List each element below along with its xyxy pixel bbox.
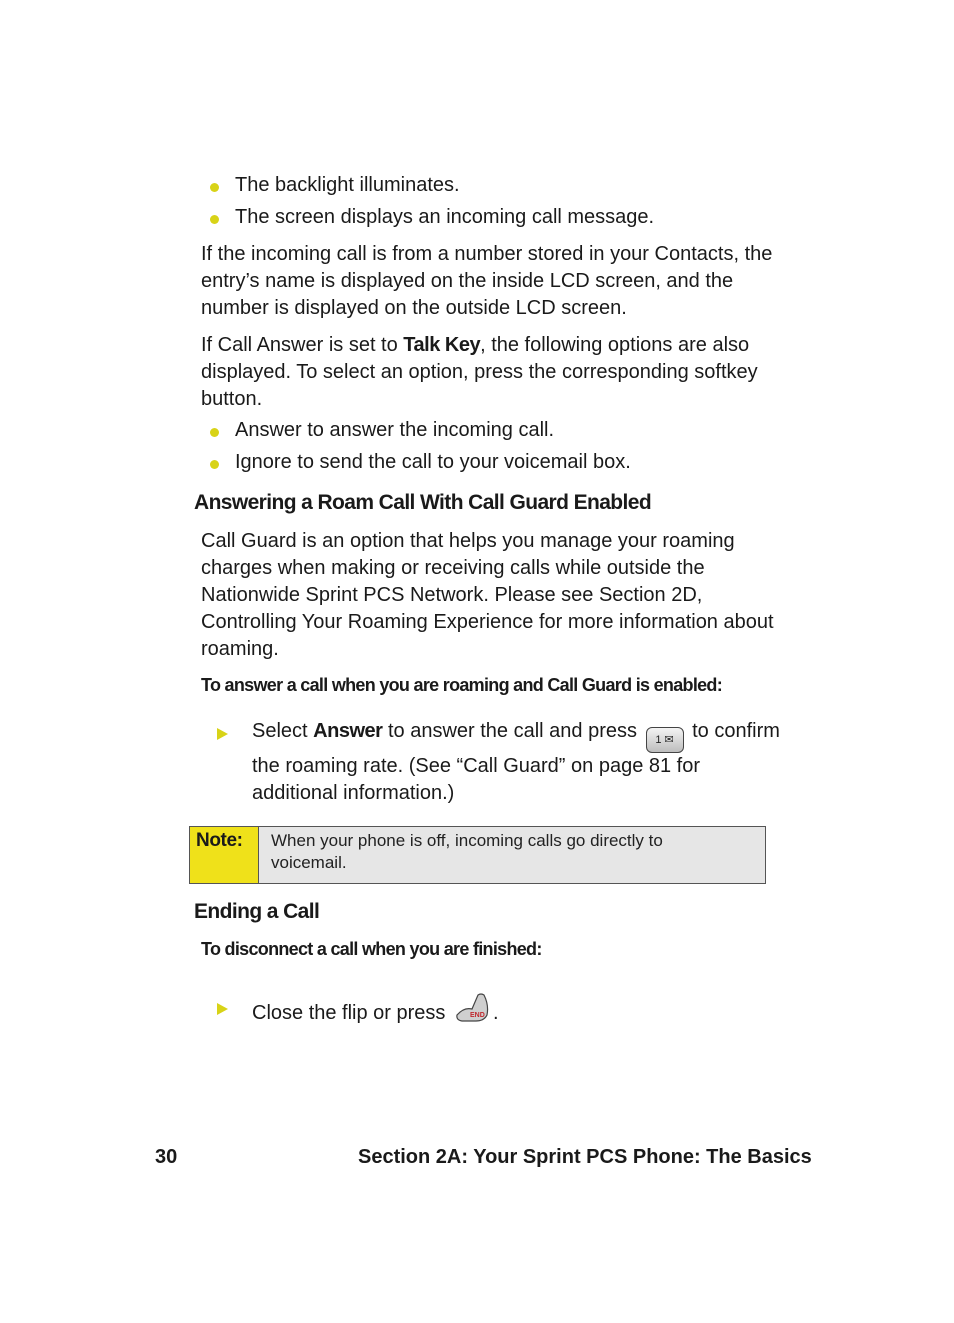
step-text: to answer the call and press: [382, 720, 643, 742]
paragraph-text: , the following options are also displayed. To select an option, press the corresponding softkey button.: [201, 334, 758, 410]
bullet-text: Ignore to send the call to your voicemail box.: [235, 451, 631, 473]
key-1-voicemail-icon: 1 ✉: [646, 727, 684, 753]
paragraph-call-answer: [201, 332, 781, 413]
end-key-icon: [454, 993, 490, 1023]
bullet-text: The screen displays an incoming call message.: [235, 206, 655, 228]
note-box: [189, 826, 766, 884]
bullet-text: The backlight illuminates.: [235, 174, 460, 196]
step-arrow-icon: [217, 728, 228, 740]
note-text: When your phone is off, incoming calls go directly to voicemail.: [271, 831, 663, 872]
paragraph-call-guard: Call Guard is an option that helps you manage your roaming charges when making or receiving calls while outside the Nationwide Sprint PCS Network. Please see Section 2D, Controlling Your Roaming Experience for more information about roaming.: [201, 530, 774, 660]
step-text: Select: [252, 720, 314, 742]
step-text: .: [492, 1002, 499, 1024]
step-arrow-icon: [217, 1003, 228, 1015]
step-text: to confirm the roaming rate. (See “Call Guard” on page 81 for additional information.): [252, 720, 780, 804]
paragraph-text: If Call Answer is set to: [201, 334, 404, 356]
step-end-call: [252, 993, 782, 1027]
svg-text:END: END: [469, 1012, 485, 1019]
procedure-subheading: To answer a call when you are roaming and Call Guard is enabled:: [201, 675, 723, 695]
procedure-subheading: To disconnect a call when you are finished:: [201, 939, 542, 959]
bullet-text: Answer to answer the incoming call.: [235, 419, 555, 441]
note-label: Note:: [190, 827, 259, 883]
step-answer: [252, 718, 782, 807]
paragraph-contacts: If the incoming call is from a number stored in your Contacts, the entry’s name is displayed on the inside LCD screen, and the number is displayed on the outside LCD screen.: [201, 243, 773, 319]
bullet-dot-icon: [210, 428, 219, 437]
footer-section-title: Section 2A: Your Sprint PCS Phone: The Basics: [358, 1146, 812, 1168]
section-heading-ending-call: Ending a Call: [194, 900, 320, 923]
bullet-dot-icon: [210, 183, 219, 192]
section-heading-roam-call: Answering a Roam Call With Call Guard Enabled: [194, 491, 652, 514]
step-text: Close the flip or press: [252, 1002, 451, 1024]
page-number: 30: [155, 1146, 178, 1168]
bullet-dot-icon: [210, 215, 219, 224]
bullet-dot-icon: [210, 460, 219, 469]
talk-key-keyword: Talk Key: [403, 334, 481, 356]
answer-keyword: Answer: [313, 720, 383, 742]
